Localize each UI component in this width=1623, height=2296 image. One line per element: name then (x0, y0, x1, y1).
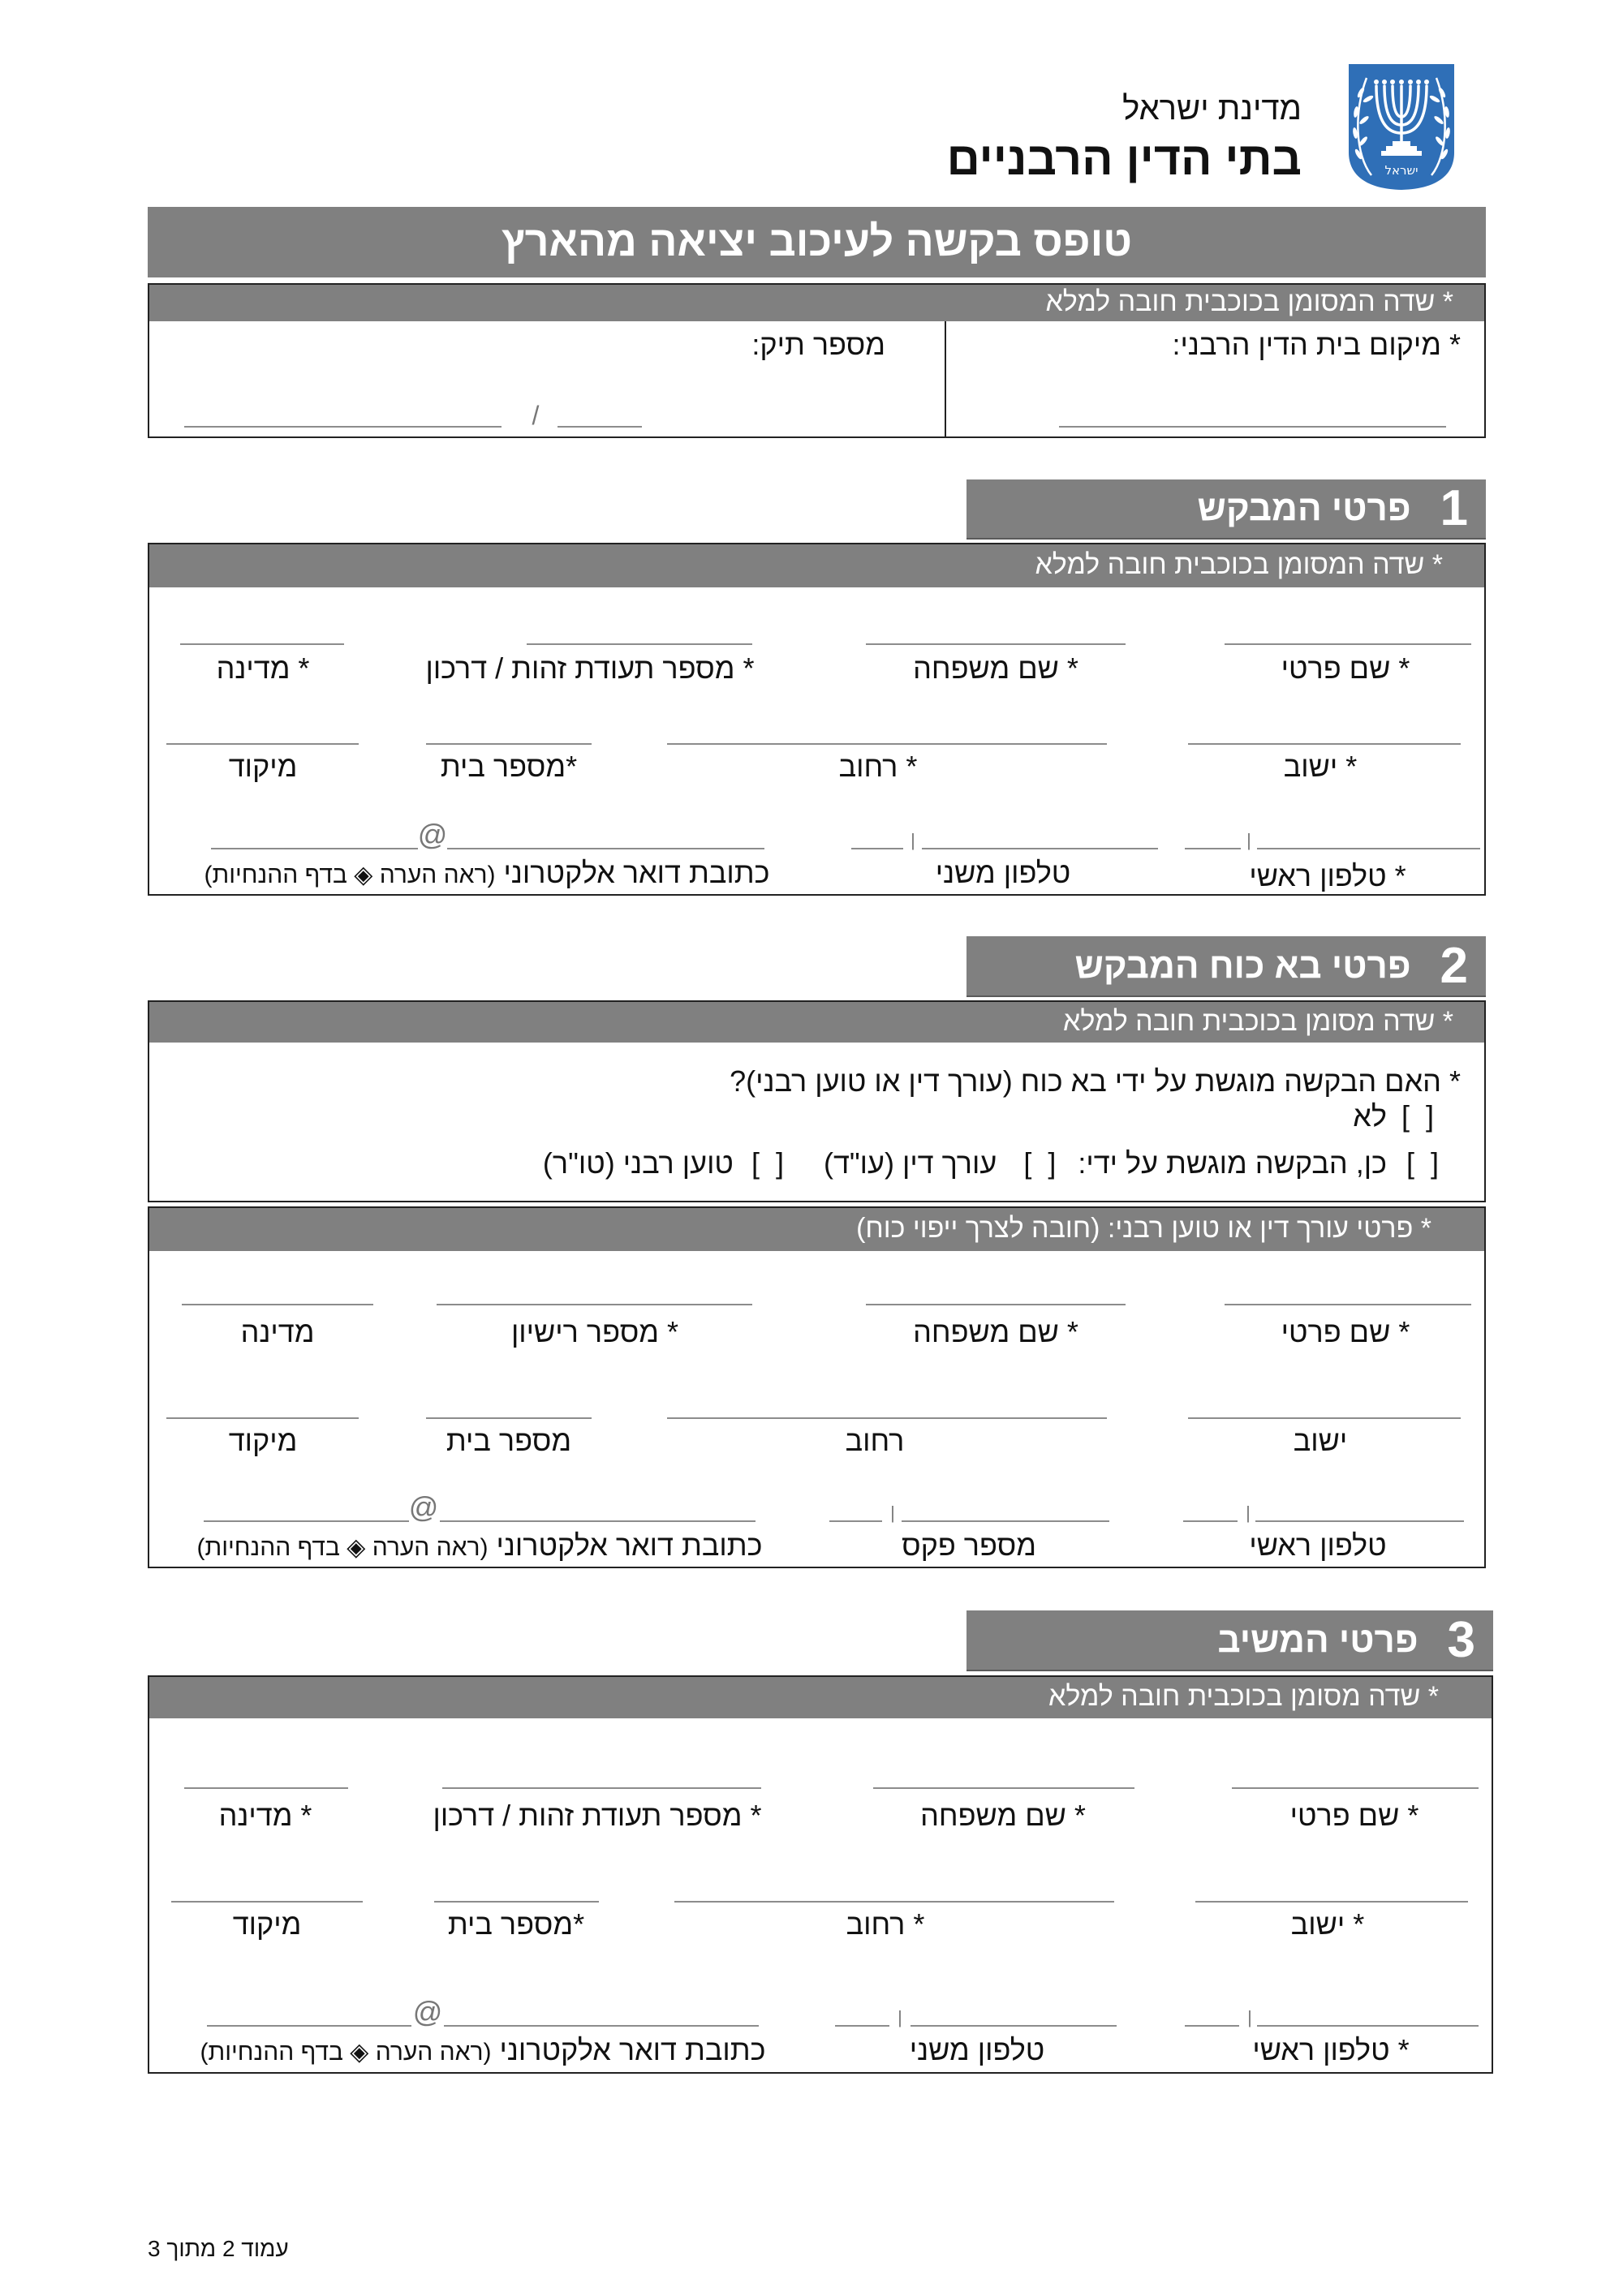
zip-label: מיקוד (228, 1424, 298, 1457)
id-number-label: * מספר תעודת זהות / דרכון (433, 1799, 762, 1832)
option-yes-label: כן, הבקשה מוגשת על ידי: (1078, 1146, 1387, 1180)
applicant-street-input[interactable] (667, 717, 1107, 745)
case-number-input[interactable] (184, 400, 502, 428)
representative-fax-prefix-input[interactable] (829, 1494, 882, 1522)
primary-phone-label: * טלפון ראשי (1252, 2033, 1410, 2066)
first-name-label: * שם פרטי (1281, 651, 1410, 685)
applicant-secondary-phone-input[interactable] (922, 822, 1158, 849)
street-label: * רחוב (838, 750, 918, 783)
respondent-house-number-input[interactable] (434, 1875, 599, 1903)
representative-email-user-input[interactable] (440, 1494, 756, 1522)
representative-email-domain-input[interactable] (204, 1494, 409, 1522)
phone-separator: | (1246, 830, 1251, 850)
applicant-first-name-input[interactable] (1225, 617, 1471, 645)
house-number-label: *מספר בית (447, 1907, 585, 1941)
primary-phone-label: * טלפון ראשי (1249, 859, 1406, 892)
applicant-id-input[interactable] (527, 617, 752, 645)
email-label-note: (ראה הערה ◈ בדף ההנחיות) (196, 1534, 489, 1561)
option-lawyer-checkbox[interactable]: [ ] (1023, 1146, 1057, 1180)
section-title: פרטי בא כוח המבקש (1074, 945, 1411, 986)
form-title: טופס בקשה לעיכוב יציאה מהארץ (148, 207, 1486, 277)
email-label-text: כתובת דואר אלקטרוני (503, 856, 770, 889)
required-note: * שדה המסומן בכוכבית חובה למלא (148, 283, 1486, 321)
section-number: 3 (1447, 1611, 1475, 1668)
email-at-sign: @ (417, 818, 448, 851)
required-note: * שדה המסומן בכוכבית חובה למלא (148, 543, 1486, 587)
section-1-header (966, 479, 1486, 540)
representative-first-name-input[interactable] (1225, 1278, 1471, 1305)
house-number-label: *מספר בית (440, 750, 578, 783)
email-label (200, 2032, 766, 2070)
phone-separator: | (890, 1503, 895, 1523)
required-note: * שדה מסומן בכוכבית חובה למלא (148, 1000, 1486, 1043)
secondary-phone-label: טלפון משני (935, 856, 1071, 889)
phone-separator: | (1246, 1503, 1251, 1523)
zip-label: מיקוד (232, 1907, 302, 1941)
applicant-settlement-input[interactable] (1188, 717, 1461, 745)
respondent-secondary-phone-prefix-input[interactable] (835, 1999, 889, 2027)
last-name-label: * שם משפחה (920, 1799, 1086, 1832)
section-title: פרטי המבקש (1197, 488, 1411, 528)
last-name-label: * שם משפחה (913, 1315, 1078, 1348)
country-label: * מדינה (216, 651, 310, 685)
state-emblem-icon (1345, 62, 1457, 191)
respondent-secondary-phone-input[interactable] (911, 1999, 1117, 2027)
respondent-street-input[interactable] (674, 1875, 1114, 1903)
applicant-country-input[interactable] (180, 617, 344, 645)
option-yes-checkbox[interactable]: [ ] (1406, 1146, 1439, 1180)
case-number-label: מספר תיק: (751, 328, 885, 361)
settlement-label: * ישוב (1290, 1907, 1365, 1941)
applicant-email-domain-input[interactable] (211, 822, 418, 849)
respondent-primary-phone-prefix-input[interactable] (1185, 1999, 1239, 2027)
fax-label: מספר פקס (902, 1529, 1036, 1562)
country-label: * מדינה (218, 1799, 312, 1832)
first-name-label: * שם פרטי (1281, 1315, 1410, 1348)
representative-license-input[interactable] (437, 1278, 752, 1305)
representative-details-note: * פרטי עורך דין או טוען רבני: (חובה לצרך ייפוי כוח) (148, 1206, 1486, 1251)
section-title: פרטי המשיב (1217, 1619, 1419, 1660)
license-number-label: * מספר רישיון (510, 1315, 679, 1348)
representative-zip-input[interactable] (166, 1391, 359, 1419)
courts-name: בתי הדין הרבניים (946, 133, 1302, 185)
page-number: עמוד 2 מתוך 3 (148, 2236, 289, 2261)
street-label: * רחוב (846, 1907, 925, 1941)
representative-settlement-input[interactable] (1188, 1391, 1461, 1419)
option-rabbinical-advocate-label: טוען רבני (טו"ר) (542, 1146, 734, 1180)
email-label (204, 855, 770, 893)
intro-divider (945, 321, 946, 438)
representative-last-name-input[interactable] (866, 1278, 1126, 1305)
representation-question: * האם הבקשה מוגשת על ידי בא כוח (עורך דין או טוען רבני)? (730, 1064, 1461, 1098)
email-label-text: כתובת דואר אלקטרוני (496, 1529, 763, 1562)
respondent-settlement-input[interactable] (1195, 1875, 1468, 1903)
section-3-header (966, 1610, 1493, 1671)
applicant-house-number-input[interactable] (426, 717, 592, 745)
option-no-row (1353, 1099, 1434, 1134)
respondent-primary-phone-input[interactable] (1257, 1999, 1479, 2027)
applicant-email-user-input[interactable] (447, 822, 764, 849)
representative-phone-input[interactable] (1255, 1494, 1464, 1522)
phone-separator: | (1247, 2007, 1252, 2027)
representative-fax-input[interactable] (902, 1494, 1109, 1522)
street-label: רחוב (845, 1424, 905, 1457)
section-number: 1 (1440, 480, 1468, 536)
court-location-input[interactable] (1059, 400, 1446, 428)
zip-label: מיקוד (228, 750, 298, 783)
id-number-label: * מספר תעודת זהות / דרכון (425, 651, 755, 685)
case-year-input[interactable] (558, 400, 642, 428)
respondent-zip-input[interactable] (171, 1875, 363, 1903)
respondent-country-input[interactable] (184, 1761, 348, 1789)
primary-phone-label: טלפון ראשי (1249, 1529, 1387, 1562)
option-rabbinical-advocate-checkbox[interactable]: [ ] (751, 1146, 784, 1180)
representative-phone-prefix-input[interactable] (1183, 1494, 1238, 1522)
section-2-header (966, 936, 1486, 997)
email-at-sign: @ (412, 1995, 443, 2028)
respondent-email-domain-input[interactable] (207, 1999, 411, 2027)
respondent-last-name-input[interactable] (873, 1761, 1134, 1789)
case-number-separator: / (532, 401, 540, 430)
first-name-label: * שם פרטי (1289, 1799, 1419, 1832)
settlement-label: ישוב (1293, 1424, 1348, 1457)
required-note: * שדה מסומן בכוכבית חובה למלא (148, 1675, 1493, 1718)
respondent-first-name-input[interactable] (1232, 1761, 1479, 1789)
option-no-checkbox[interactable]: [ ] (1401, 1099, 1434, 1133)
option-yes-row (543, 1146, 1439, 1181)
applicant-last-name-input[interactable] (866, 617, 1126, 645)
email-label-note: (ראה הערה ◈ בדף ההנחיות) (200, 2039, 492, 2066)
applicant-secondary-phone-prefix-input[interactable] (851, 822, 903, 849)
phone-separator: | (911, 830, 915, 850)
house-number-label: מספר בית (446, 1424, 572, 1457)
respondent-email-user-input[interactable] (444, 1999, 759, 2027)
phone-separator: | (898, 2007, 902, 2027)
email-label (197, 1528, 763, 1566)
secondary-phone-label: טלפון משני (909, 2033, 1045, 2066)
email-label-text: כתובת דואר אלקטרוני (499, 2033, 766, 2066)
section-number: 2 (1440, 937, 1468, 994)
court-location-label: * מיקום בית הדין הרבני: (1172, 328, 1461, 361)
last-name-label: * שם משפחה (913, 651, 1078, 685)
settlement-label: * ישוב (1283, 750, 1358, 783)
country-label: מדינה (240, 1315, 315, 1348)
applicant-primary-phone-input[interactable] (1257, 822, 1480, 849)
applicant-zip-input[interactable] (166, 717, 359, 745)
emblem-text: ישראל (1384, 163, 1419, 178)
representative-street-input[interactable] (667, 1391, 1107, 1419)
email-at-sign: @ (408, 1490, 439, 1524)
representative-house-number-input[interactable] (426, 1391, 592, 1419)
option-lawyer-label: עורך דין (עו"ד) (823, 1146, 997, 1180)
option-no-label: לא (1353, 1099, 1387, 1133)
respondent-id-input[interactable] (442, 1761, 761, 1789)
applicant-primary-phone-prefix-input[interactable] (1185, 822, 1241, 849)
state-name: מדינת ישראל (1122, 91, 1302, 127)
email-label-note: (ראה הערה ◈ בדף ההנחיות) (204, 862, 496, 888)
representative-country-input[interactable] (182, 1278, 373, 1305)
